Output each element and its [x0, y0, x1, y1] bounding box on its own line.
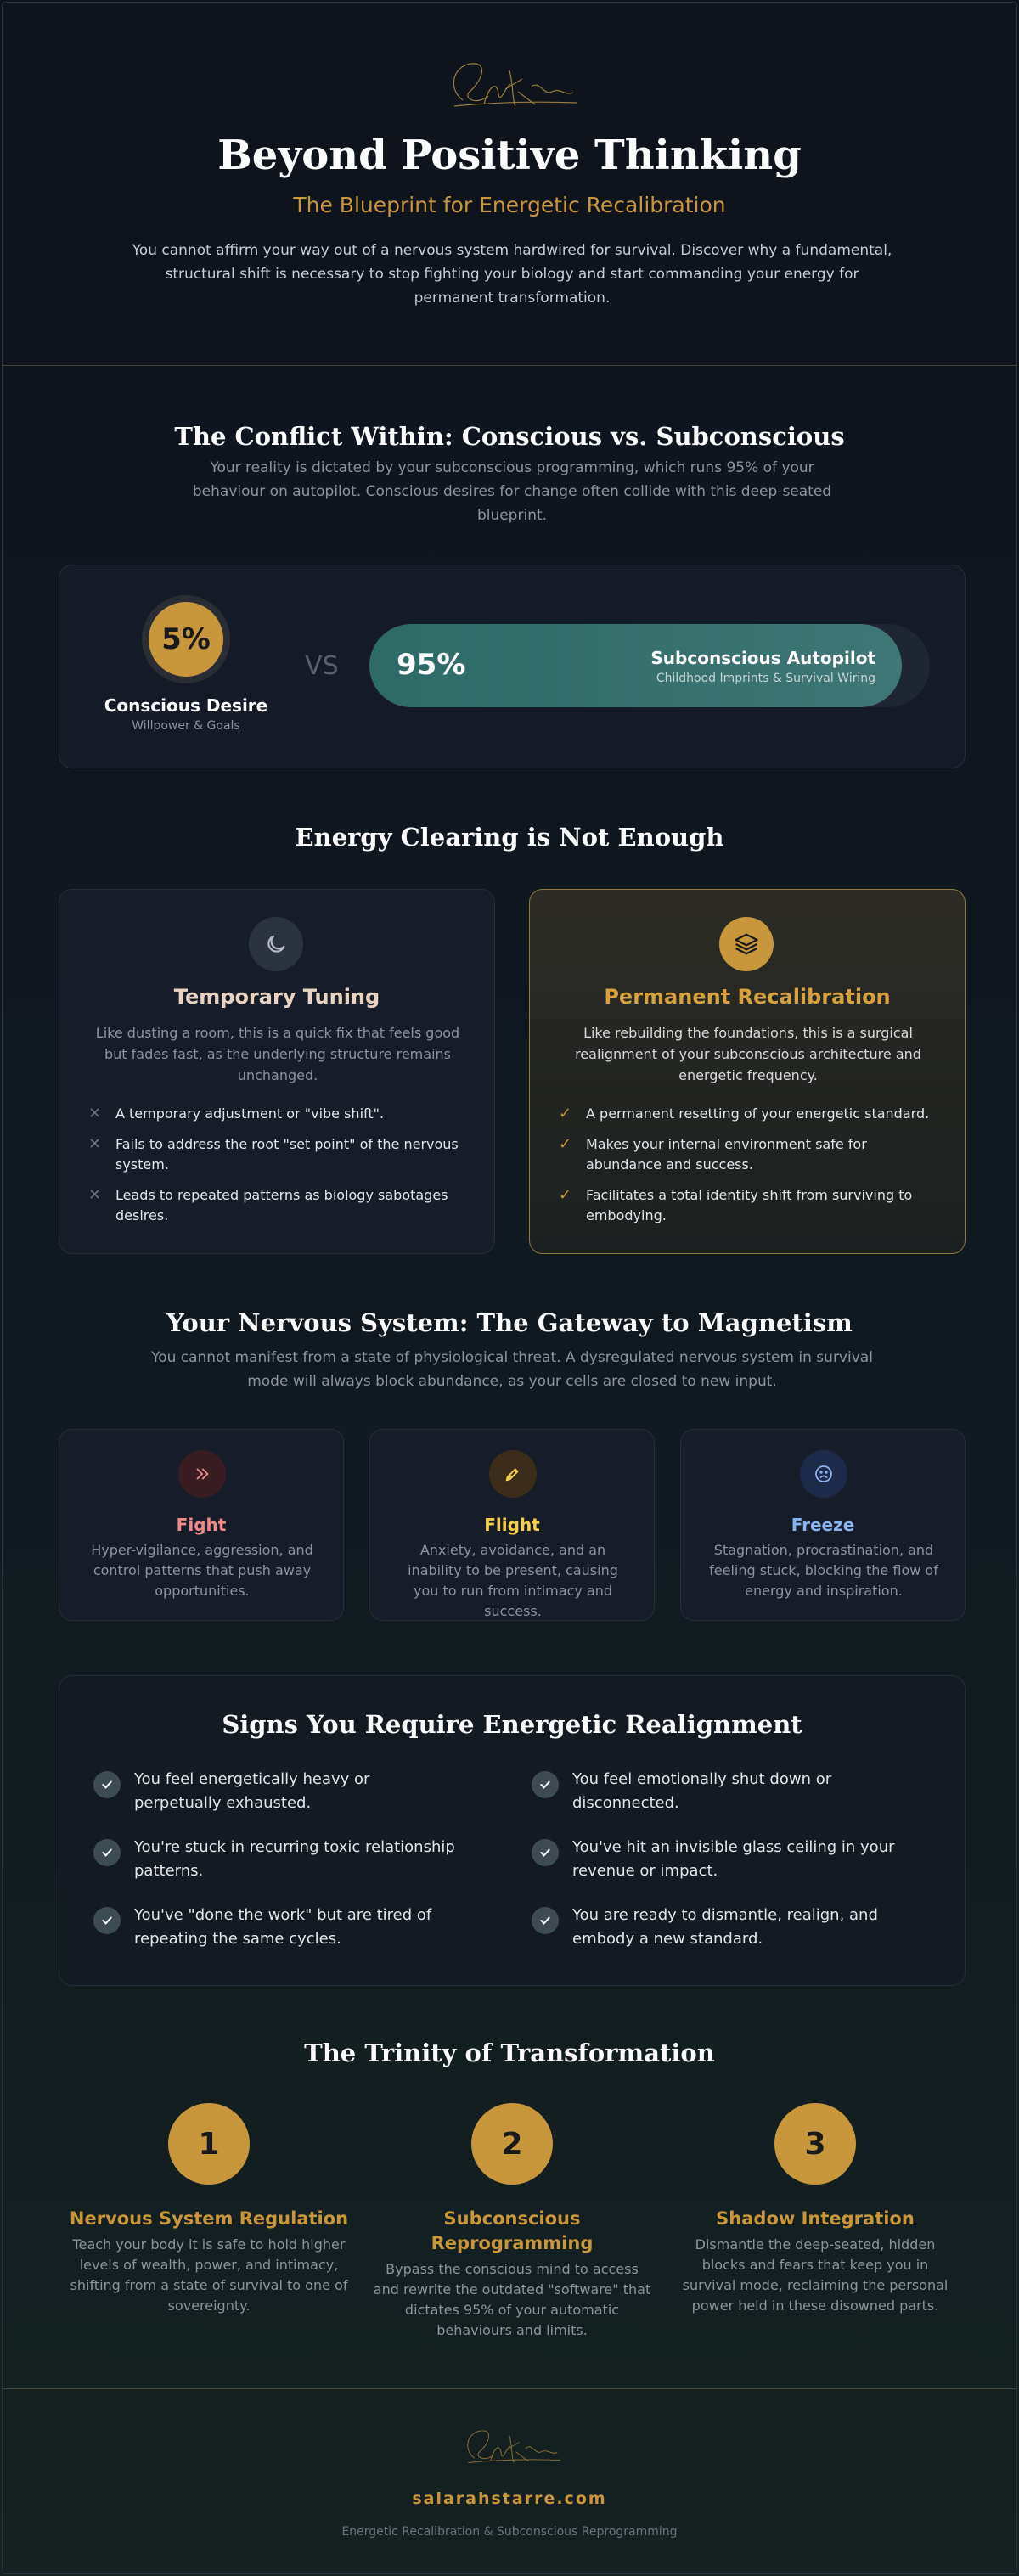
- trinity-item-title: Shadow Integration: [716, 2208, 915, 2229]
- conflict-subtitle: Your reality is dictated by your subconscious programming, which runs 95% of your behaviour on autopilot. Conscious desires for change often collide with this deep-seated blueprint.: [192, 459, 832, 524]
- trinity-item-2: [372, 2103, 652, 2341]
- list-item: ✕ A temporary adjustment or "vibe shift".: [88, 1105, 385, 1122]
- sign-item: You are ready to dismantle, realign, and embody a new standard.: [532, 1904, 897, 1951]
- check-circle-icon: [93, 1839, 121, 1866]
- trinity-item-1: [69, 2103, 349, 2316]
- flight-title: Flight: [484, 1515, 540, 1535]
- trinity-number: 3: [774, 2103, 856, 2185]
- check-circle-icon: [532, 1907, 559, 1934]
- sign-item: You feel emotionally shut down or disconnected.: [532, 1768, 897, 1815]
- check-icon: ✓: [559, 1135, 572, 1153]
- temporary-list: [88, 1104, 470, 1236]
- list-item: ✕ Fails to address the root "set point" of the nervous system.: [88, 1135, 459, 1173]
- fight-desc: Hyper-vigilance, aggression, and control patterns that push away opportunities.: [91, 1542, 313, 1599]
- double-chevron-right-icon: [178, 1450, 226, 1498]
- sign-item: You've "done the work" but are tired of repeating the same cycles.: [93, 1904, 459, 1951]
- fight-title: Fight: [176, 1515, 227, 1535]
- freeze-desc: Stagnation, procrastination, and feeling stuck, blocking the flow of energy and inspiration.: [709, 1542, 938, 1599]
- trinity-item-desc: Teach your body it is safe to hold higher levels of wealth, power, and intimacy, shifting from a state of survival to one of sovereignty.: [70, 2236, 348, 2314]
- conscious-sublabel: Willpower & Goals: [132, 719, 240, 733]
- trinity-item-desc: Dismantle the deep-seated, hidden blocks and fears that keep you in survival mode, reclaiming the personal power held in these disowned parts.: [682, 2236, 949, 2314]
- conscious-percent: 5%: [149, 602, 223, 677]
- trinity-number: 2: [471, 2103, 553, 2185]
- conflict-title: The Conflict Within: Conscious vs. Subconscious: [174, 422, 845, 451]
- hero-section: [3, 3, 1016, 366]
- x-icon: ✕: [88, 1186, 102, 1204]
- permanent-list: [559, 1104, 941, 1236]
- sign-item: You're stuck in recurring toxic relationship patterns.: [93, 1836, 459, 1883]
- trinity-title: The Trinity of Transformation: [304, 2039, 715, 2067]
- temporary-tuning-card: [59, 889, 495, 1254]
- sad-face-icon: [800, 1450, 847, 1498]
- list-item: ✓ Makes your internal environment safe for abundance and success.: [559, 1135, 867, 1173]
- clearing-title: Energy Clearing is Not Enough: [295, 823, 724, 852]
- trinity-item-title: Subconscious Reprogramming: [431, 2208, 594, 2253]
- sign-item: You feel energetically heavy or perpetually exhausted.: [93, 1768, 459, 1815]
- check-circle-icon: [532, 1771, 559, 1798]
- page-title: Beyond Positive Thinking: [217, 132, 802, 179]
- freeze-title: Freeze: [791, 1515, 855, 1535]
- subconscious-label: Subconscious Autopilot: [650, 648, 875, 668]
- x-icon: ✕: [88, 1105, 102, 1122]
- footer-signature-logo: [454, 2423, 565, 2474]
- fight-card: [59, 1429, 344, 1621]
- permanent-title: Permanent Recalibration: [604, 985, 891, 1009]
- signs-title: Signs You Require Energetic Realignment: [222, 1710, 802, 1739]
- feather-pen-icon: [489, 1450, 537, 1498]
- permanent-desc: Like rebuilding the foundations, this is a surgical realignment of your subconscious architecture and energetic frequency.: [575, 1025, 921, 1083]
- temporary-title: Temporary Tuning: [173, 985, 380, 1009]
- flight-desc: Anxiety, avoidance, and an inability to be present, causing you to run from intimacy and success.: [408, 1542, 618, 1619]
- footer-tagline: Energetic Recalibration & Subconscious Reprogramming: [341, 2525, 678, 2539]
- check-icon: ✓: [559, 1105, 572, 1122]
- trinity-item-title: Nervous System Regulation: [69, 2208, 349, 2229]
- layers-icon: [719, 917, 774, 971]
- trinity-item-3: [675, 2103, 955, 2316]
- check-icon: ✓: [559, 1186, 572, 1204]
- flight-card: [369, 1429, 655, 1621]
- list-item: ✓ A permanent resetting of your energetic standard.: [559, 1105, 930, 1122]
- subconscious-percent: 95%: [397, 648, 466, 682]
- hero-intro: You cannot affirm your way out of a nervous system hardwired for survival. Discover why a fundamental, structural shift is necessary to stop fighting your biology and start commanding your energy for permanent transformation.: [132, 242, 892, 307]
- page: [2, 2, 1017, 2574]
- signs-card: [59, 1675, 966, 1986]
- x-icon: ✕: [88, 1135, 102, 1153]
- trinity-number: 1: [168, 2103, 250, 2185]
- nervous-subtitle: You cannot manifest from a state of physiological threat. A dysregulated nervous system in survival mode will always block abundance, as your cells are closed to new input.: [151, 1349, 873, 1390]
- vs-label: VS: [305, 651, 339, 681]
- sign-item: You've hit an invisible glass ceiling in your revenue or impact.: [532, 1836, 897, 1883]
- page-subtitle: The Blueprint for Energetic Recalibration: [293, 193, 726, 217]
- temporary-desc: Like dusting a room, this is a quick fix that feels good but fades fast, as the underlying structure remains unchanged.: [95, 1025, 460, 1083]
- footer-site-link[interactable]: salarahstarre.com: [412, 2489, 607, 2508]
- nervous-title: Your Nervous System: The Gateway to Magnetism: [166, 1308, 853, 1337]
- permanent-recalibration-card: [529, 889, 966, 1254]
- subconscious-sublabel: Childhood Imprints & Survival Wiring: [656, 672, 875, 685]
- conscious-label: Conscious Desire: [104, 695, 268, 716]
- freeze-card: [680, 1429, 966, 1621]
- check-circle-icon: [93, 1771, 121, 1798]
- trinity-item-desc: Bypass the conscious mind to access and rewrite the outdated "software" that dictates 95% of your automatic behaviours and limits.: [373, 2261, 651, 2338]
- check-circle-icon: [532, 1839, 559, 1866]
- list-item: ✓ Facilitates a total identity shift from surviving to embodying.: [559, 1186, 913, 1223]
- check-circle-icon: [93, 1907, 121, 1934]
- moon-icon: [249, 917, 303, 971]
- footer: [3, 2388, 1016, 2574]
- list-item: ✕ Leads to repeated patterns as biology sabotages desires.: [88, 1186, 448, 1223]
- signature-logo: [437, 53, 582, 121]
